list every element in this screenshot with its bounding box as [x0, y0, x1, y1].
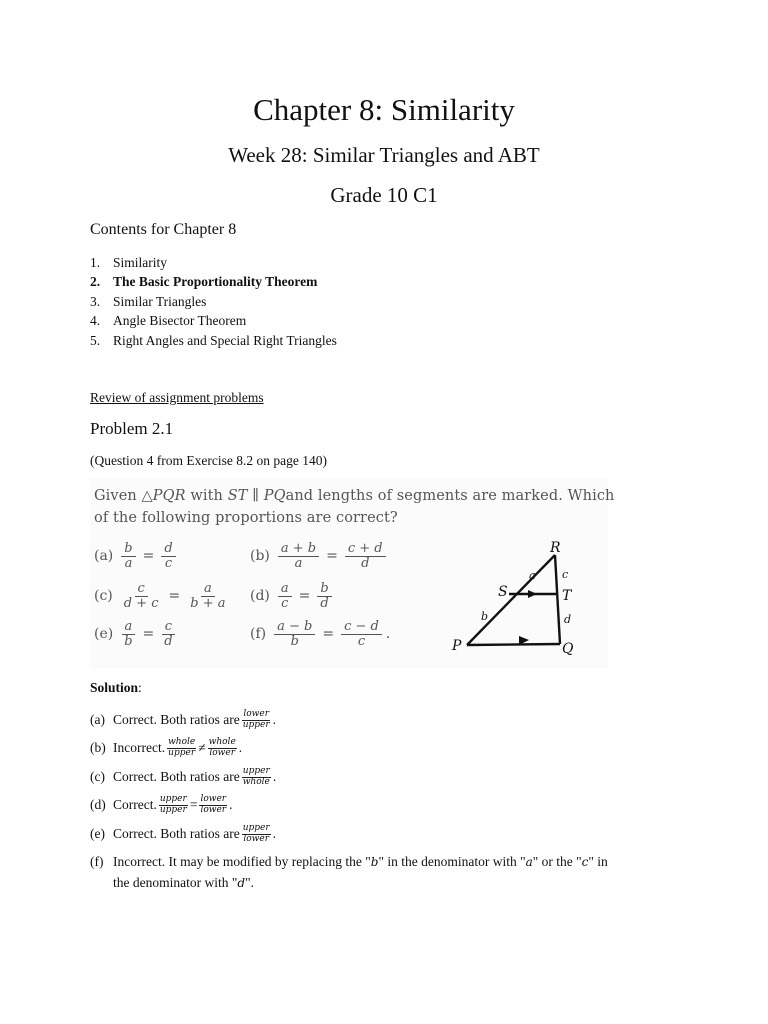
option-c: (c) $\frac{c}{d + c}$ = $\frac{a}{b + a}$: [94, 581, 226, 611]
segment-label-b: b: [481, 610, 489, 623]
vertex-t: T: [562, 588, 572, 604]
review-heading: Review of assignment problems: [90, 390, 264, 405]
solution-c: (c) Correct. Both ratios are upper whole .: [90, 766, 277, 787]
question-reference: (Question 4 from Exercise 8.2 on page 140): [90, 453, 327, 468]
vertex-p: P: [452, 638, 462, 654]
solution-heading: Solution:: [90, 680, 142, 695]
list-item: 3. Similar Triangles: [90, 293, 207, 309]
solution-a: (a) Correct. Both ratios are lower upper .: [90, 709, 277, 730]
excerpt-line-2: of the following proportions are correct?: [94, 510, 398, 526]
contents-list: [90, 253, 337, 350]
page-subtitle: Week 28: Similar Triangles and ABT: [228, 143, 540, 167]
solution-f-continued: the denominator with "d".: [113, 875, 254, 890]
option-b: (b) $\frac{a + b}{a}$ = $\frac{c + d}{d}$: [250, 542, 390, 570]
segment-label-a: a: [529, 569, 536, 582]
solution-e: (e) Correct. Both ratios are upper lower .: [90, 823, 277, 844]
solution-d: (d) Correct. upper upper = lower lower .: [90, 794, 233, 815]
list-item: 4. Angle Bisector Theorem: [90, 313, 247, 329]
contents-heading: Contents for Chapter 8: [90, 221, 237, 238]
parallel-arrow-st: [528, 590, 537, 598]
side-rq: [555, 555, 560, 644]
vertex-q: Q: [562, 641, 574, 657]
segment-label-c: c: [562, 568, 569, 581]
grade-label: Grade 10 C1: [330, 183, 438, 207]
list-item: 5. Right Angles and Special Right Triangles: [90, 332, 337, 348]
option-f: (f) $\frac{a - b}{b}$ = $\frac{c - d}{c}$ .: [250, 619, 391, 649]
solution-b: (b) Incorrect. whole upper ≠ whole lower .: [90, 737, 243, 758]
solution-f: (f) Incorrect. It may be modified by replacing the " b " in the denominator with " a " or the " c " in: [90, 854, 608, 869]
vertex-s: S: [498, 584, 508, 600]
side-pq: [467, 644, 560, 645]
page-title: Chapter 8: Similarity: [253, 92, 515, 127]
list-item: 1. Similarity: [90, 255, 167, 270]
side-pr: [467, 555, 555, 645]
textbook-excerpt: [90, 478, 615, 668]
list-item: 2. The Basic Proportionality Theorem: [90, 274, 318, 290]
vertex-r: R: [550, 540, 561, 556]
problem-heading: Problem 2.1: [90, 419, 174, 438]
excerpt-line-1: Given △PQR with ST ∥ PQand lengths of segments are marked. Which: [94, 488, 615, 504]
option-a: (a) $\frac{b}{a}$ = $\frac{d}{c}$: [94, 542, 180, 570]
option-e: (e) $\frac{a}{b}$ = $\frac{c}{d}$: [94, 620, 180, 648]
option-d: (d) $\frac{a}{c}$ = $\frac{b}{d}$: [250, 582, 336, 610]
segment-label-d: d: [564, 613, 572, 626]
triangle-diagram: [445, 538, 605, 663]
